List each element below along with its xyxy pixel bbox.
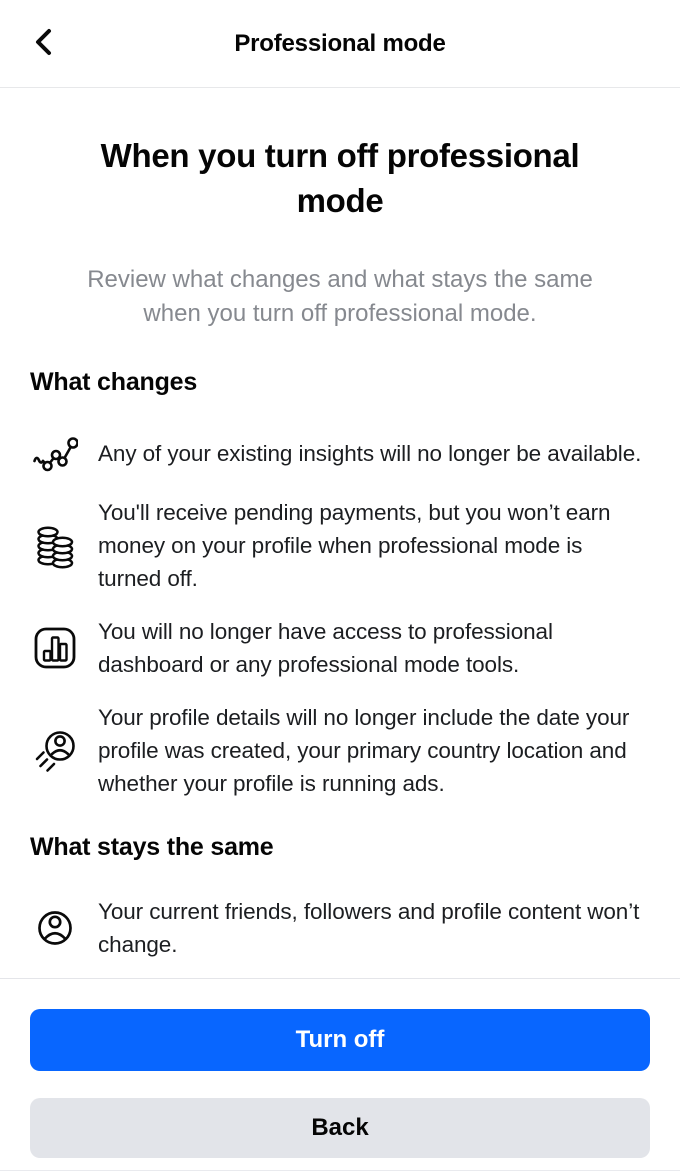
- screen-heading: [50, 133, 630, 223]
- bottom-edge-divider: [0, 1170, 680, 1171]
- page-title: Professional mode: [234, 29, 446, 57]
- back-action-button[interactable]: Back: [30, 1098, 650, 1158]
- screen-heading-line2: mode: [296, 182, 384, 219]
- list-item-text: Your current friends, followers and profile content won’t change.: [98, 899, 640, 957]
- screen-subtitle-line1: Review what changes and what stays the same: [87, 266, 593, 293]
- list-item-text: You'll receive pending payments, but you won’t earn money on your profile when professional mode is turned off.: [98, 500, 611, 591]
- dashboard-icon: [30, 625, 80, 671]
- list-item: [30, 615, 650, 681]
- list-item: [30, 701, 650, 800]
- section-heading-what-stays: What stays the same: [30, 833, 274, 861]
- list-item-text: Any of your existing insights will no longer be available.: [98, 440, 642, 466]
- chevron-left-icon: [31, 27, 57, 60]
- back-button[interactable]: [24, 24, 64, 64]
- content-area: [0, 133, 680, 961]
- screen-subtitle-line2: when you turn off professional mode.: [143, 300, 537, 327]
- list-item: [30, 895, 650, 961]
- insights-trend-icon: [30, 430, 80, 476]
- person-circle-icon: [30, 904, 80, 952]
- list-item: [30, 430, 650, 476]
- bottom-action-bar: [0, 978, 680, 1176]
- screen-subtitle: [40, 263, 640, 331]
- list-item: [30, 496, 650, 595]
- section-heading-what-changes: What changes: [30, 368, 198, 396]
- screen-heading-line1: When you turn off professional: [100, 137, 580, 174]
- profile-motion-icon: [30, 726, 80, 776]
- turn-off-button[interactable]: Turn off: [30, 1009, 650, 1071]
- list-item-text: You will no longer have access to professional dashboard or any professional mode tools.: [98, 619, 553, 677]
- top-nav-bar: [0, 0, 680, 88]
- coins-icon: [30, 521, 80, 571]
- list-item-text: Your profile details will no longer include the date your profile was created, your primary country location and whether your profile is running ads.: [98, 705, 630, 796]
